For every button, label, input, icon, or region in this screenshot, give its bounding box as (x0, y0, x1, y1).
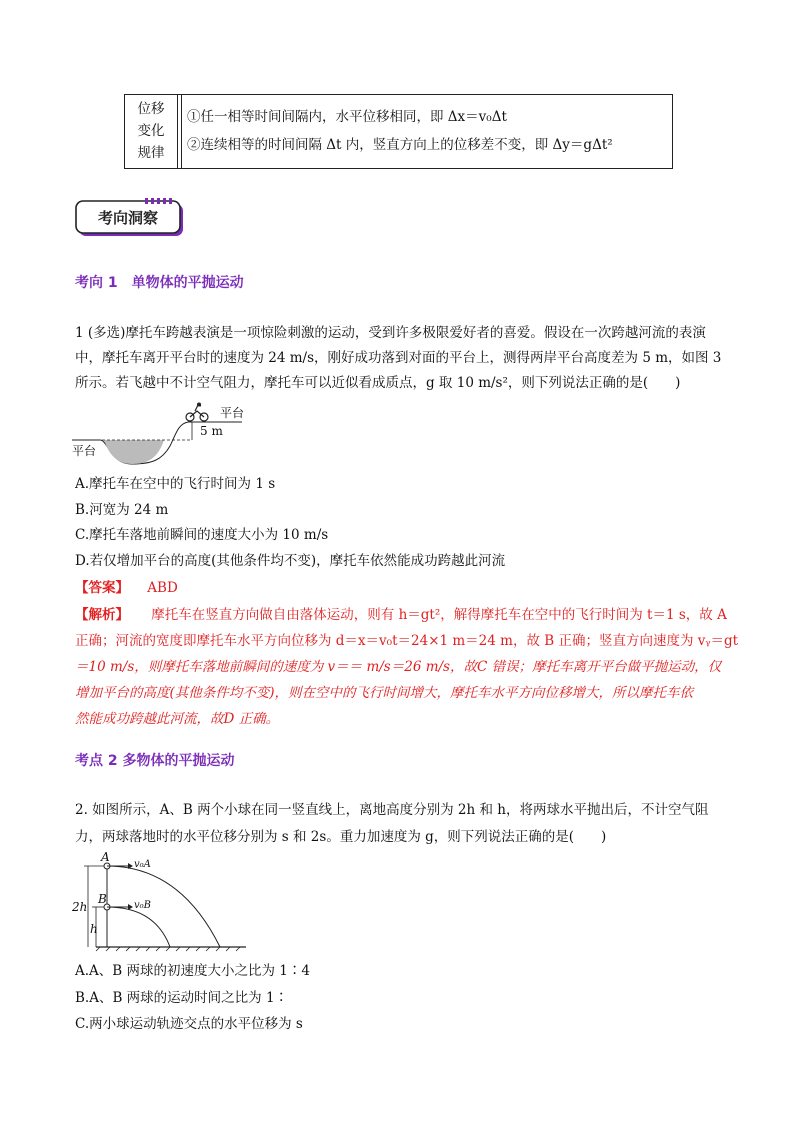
motorcycle-figure (70, 402, 260, 470)
q2-line: 2. 如图所示，A、B 两个小球在同一竖直线上，离地高度分别为 2h 和 h，将两球水平抛出后，不计空气阻 (75, 802, 709, 818)
section-heading-2: 考点 2 多物体的平抛运动 (75, 753, 235, 769)
section-badge (75, 198, 184, 234)
label-b: B (98, 892, 107, 906)
answer-value: ABD (147, 580, 178, 596)
analysis-line: 然能成功跨越此河流，故D 正确。 (75, 711, 280, 727)
table-label-line: 位移 (137, 101, 165, 117)
q1-option-c: C.摩托车落地前瞬间的速度大小为 10 m/s (75, 527, 329, 543)
figure-label-top-platform: 平台 (220, 406, 245, 420)
q1-option-b: B.河宽为 24 m (75, 502, 169, 518)
q2-option-a: A.A、B 两球的初速度大小之比为 1∶4 (75, 963, 310, 979)
label-2h: 2h (72, 900, 88, 914)
rule-table (124, 94, 673, 169)
q2-option-b: B.A、B 两球的运动时间之比为 1∶ (75, 990, 289, 1006)
q1-line: 中，摩托车离开平台时的速度为 24 m/s，刚好成功落到对面的平台上，测得两岸平台高度差为 5 m，如图 3 (75, 350, 722, 366)
answer-row (75, 577, 178, 599)
figure-label-height: 5 m (200, 424, 223, 438)
table-divider (181, 95, 182, 168)
label-va: v₀A (134, 859, 151, 870)
q1-line: 所示。若飞越中不计空气阻力，摩托车可以近似看成质点，g 取 10 m/s²，则下列说法正确的是( ) (75, 375, 681, 391)
projectile-figure (70, 852, 250, 952)
table-label-cell (125, 95, 178, 168)
analysis-line: 摩托车在竖直方向做自由落体运动，则有 h＝gt²，解得摩托车在空中的飞行时间为 t＝1 s，故 A (151, 607, 727, 623)
analysis-line: 增加平台的高度(其他条件均不变)，则在空中的飞行时间增大，摩托车水平方向位移增大，所以摩托车依 (75, 685, 694, 701)
analysis-tag: 【解析】 (75, 607, 129, 623)
section-heading-1: 考向 1 单物体的平抛运动 (75, 275, 244, 291)
label-a: A (101, 850, 110, 864)
table-label-line: 规律 (137, 145, 165, 161)
q2-option-c: C.两小球运动轨迹交点的水平位移为 s (75, 1016, 303, 1032)
q2-line: 力，两球落地时的水平位移分别为 s 和 2s。重力加速度为 g，则下列说法正确的是( ) (75, 829, 607, 845)
table-row-2: ②连续相等的时间间隔 Δt 内，竖直方向上的位移差不变，即 Δy＝gΔt² (187, 137, 613, 153)
q1-option-a: A.摩托车在空中的飞行时间为 1 s (75, 476, 276, 492)
q1-line: 1 (多选)摩托车跨越表演是一项惊险刺激的运动，受到许多极限爱好者的喜爱。假设在一次跨越河流的表演 (75, 325, 706, 341)
figure-label-left-platform: 平台 (72, 444, 97, 458)
table-row-1: ①任一相等时间间隔内，水平位移相同，即 Δx＝v₀Δt (187, 109, 507, 125)
analysis-row (75, 604, 727, 626)
table-label-line: 变化 (137, 123, 165, 139)
badge-title: 考向洞察 (97, 209, 158, 227)
analysis-line: 正确；河流的宽度即摩托车水平方向位移为 d＝x＝v₀t＝24×1 m＝24 m，故 B 正确；竖直方向速度为 vᵧ＝gt (75, 633, 739, 649)
label-vb: v₀B (134, 900, 152, 911)
analysis-line: ＝10 m/s，则摩托车落地前瞬间的速度为 v＝＝ m/s＝26 m/s，故C 错误；摩托车离开平台做平抛运动，仅 (75, 659, 722, 675)
answer-tag: 【答案】 (75, 580, 129, 596)
q1-option-d: D.若仅增加平台的高度(其他条件均不变)，摩托车依然能成功跨越此河流 (75, 553, 506, 569)
label-h: h (90, 922, 98, 936)
